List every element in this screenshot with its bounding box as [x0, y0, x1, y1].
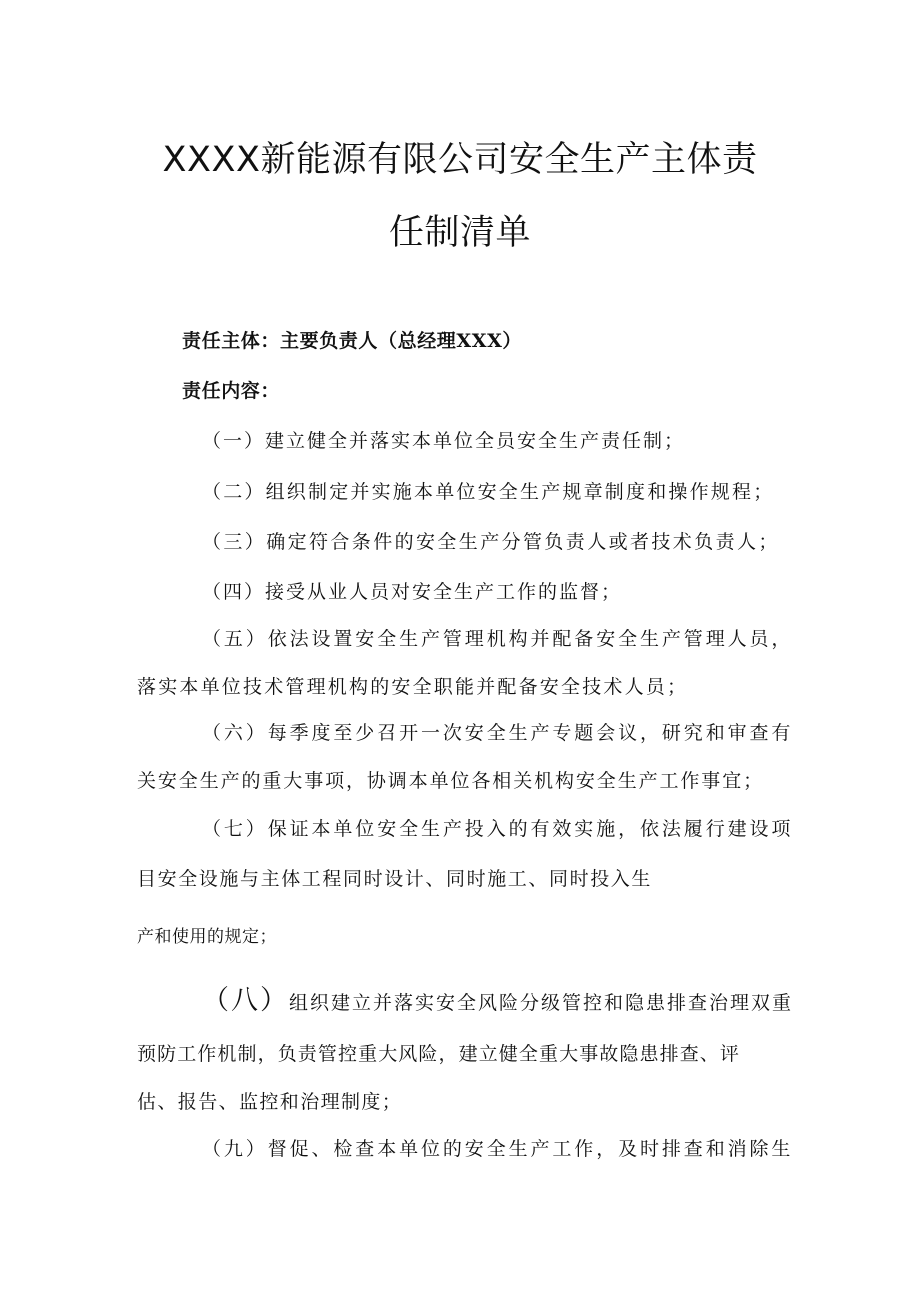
item-7-line-1: （七）保证本单位安全生产投入的有效实施，依法履行建设项 [202, 818, 794, 840]
item-1-line-1: （一）建立健全并落实本单位全员安全生产责任制； [202, 430, 686, 452]
item-8-line-2: 预防工作机制，负责管控重大风险，建立健全重大事故隐患排查、评 [137, 1043, 741, 1065]
item-7-line-2: 目安全设施与主体工程同时设计、同时施工、同时投入生 [137, 868, 653, 890]
item-8-line-1-text: 组织建立并落实安全风险分级管控和隐患排查治理双重 [289, 992, 794, 1014]
item-8-number: （八） [202, 985, 289, 1016]
document-title-line-1: XXXX新能源有限公司安全生产主体责 [162, 140, 758, 180]
item-5-line-1: （五）依法设置安全生产管理机构并配备安全生产管理人员， [202, 628, 794, 650]
responsibility-content-label: 责任内容： [182, 380, 281, 402]
item-7-line-3: 产和使用的规定； [137, 927, 277, 947]
item-8-line-3: 估、报告、监控和治理制度； [137, 1091, 403, 1113]
responsibility-subject: 责任主体：主要负责人（总经理XXX） [182, 330, 523, 352]
item-3-line-1: （三）确定符合条件的安全生产分管负责人或者技术负责人； [202, 531, 780, 553]
item-6-line-1: （六）每季度至少召开一次安全生产专题会议，研究和审查有 [202, 722, 794, 744]
item-6-line-2: 关安全生产的重大事项，协调本单位各相关机构安全生产工作事宜； [137, 770, 765, 792]
item-5-line-2: 落实本单位技术管理机构的安全职能并配备安全技术人员； [137, 676, 689, 698]
document-title-line-2: 任制清单 [388, 213, 531, 253]
item-4-line-1: （四）接受从业人员对安全生产工作的监督； [202, 581, 623, 603]
item-9-line-1: （九）督促、检查本单位的安全生产工作，及时排查和消除生 [202, 1138, 794, 1160]
item-8-line-1 [202, 985, 794, 1016]
item-2-line-1: （二）组织制定并实施本单位安全生产规章制度和操作规程； [202, 481, 775, 503]
